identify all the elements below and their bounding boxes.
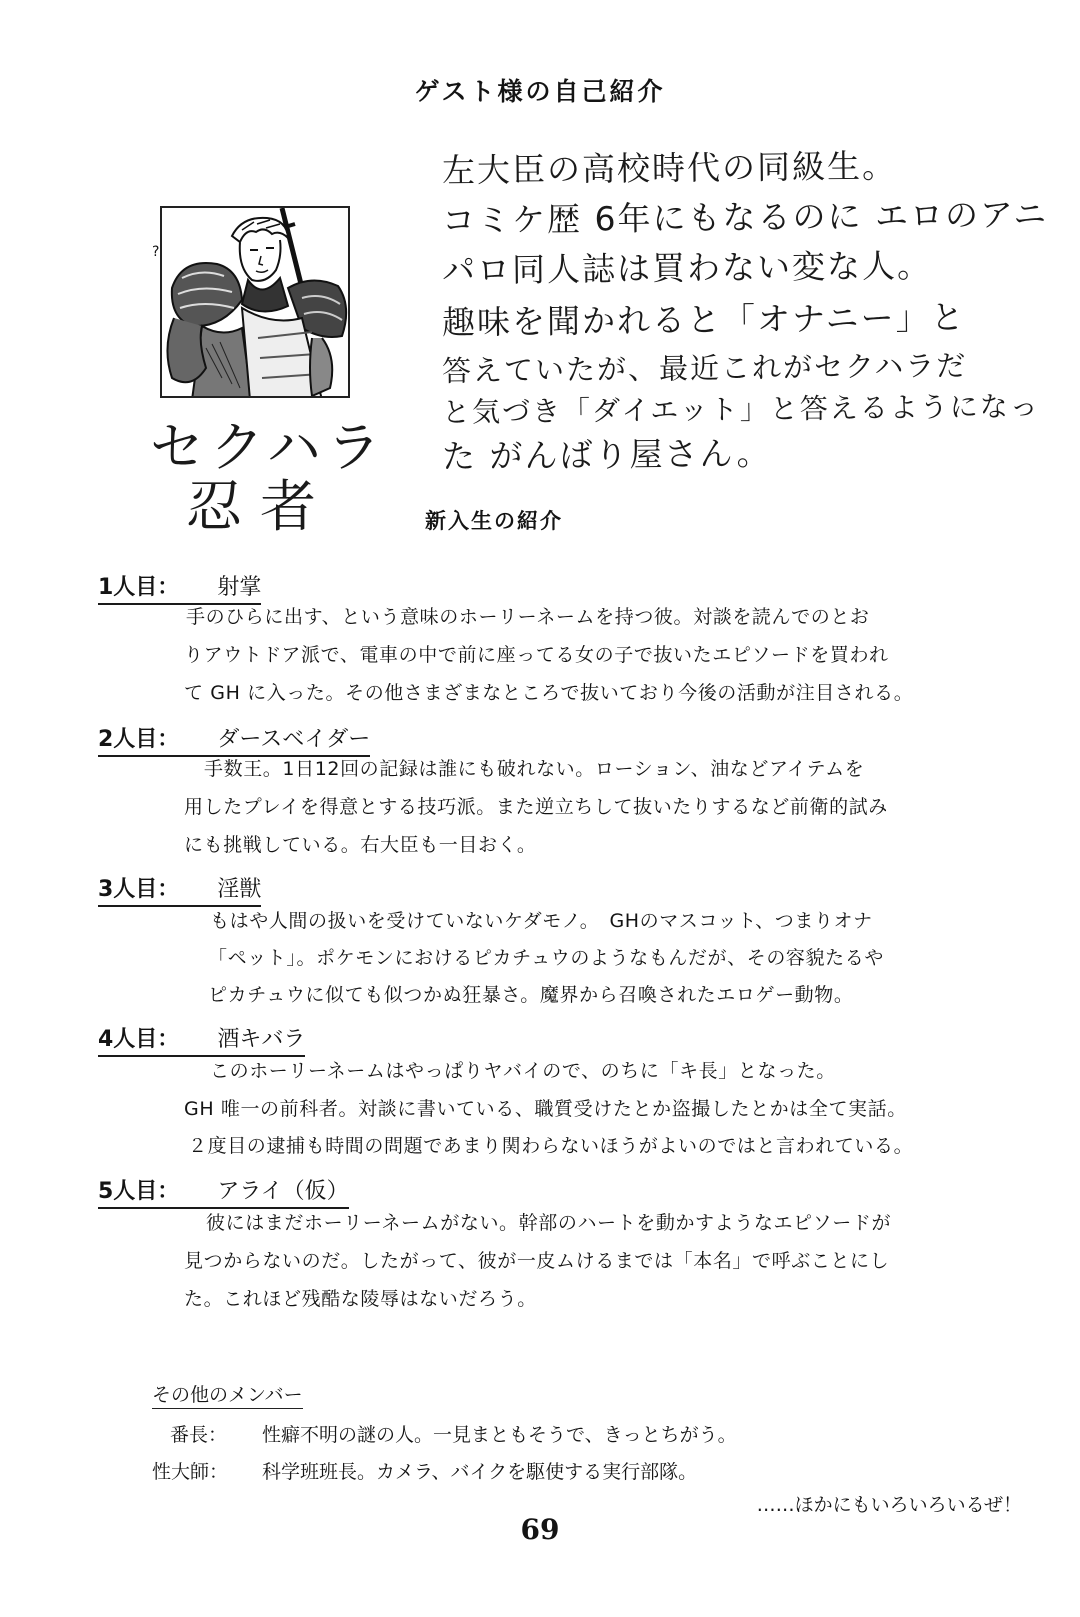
member-text-line: 手数王。1日12回の記録は誰にも破れない。ローション、油などアイテムを	[204, 758, 865, 780]
other-member-desc: 性癖不明の謎の人。一見まともそうで、きっとちがう。	[262, 1424, 737, 1446]
member-text-line: 「ペット」。ポケモンにおけるピカチュウのようなもんだが、その容貌たるや	[208, 947, 884, 969]
guest-name-line1: セクハラ	[150, 416, 387, 479]
member-text-line: このホーリーネームはやっぱりヤバイので、のちに「キ長」となった。	[210, 1060, 836, 1082]
member-number: 2人目：	[98, 727, 180, 752]
member-text-line: りアウトドア派で、電車の中で前に座ってる女の子で抜いたエピソードを買われ	[184, 644, 889, 666]
member-number: 1人目：	[98, 575, 180, 600]
member-text-line: 用したプレイを得意とする技巧派。また逆立ちして抜いたりするなど前衛的試み	[184, 796, 888, 818]
member-heading	[98, 570, 261, 605]
others-heading: その他のメンバー	[152, 1380, 303, 1409]
guest-description-line: た がんばり屋さん。	[441, 433, 772, 476]
guest-description-line: 左大臣の高校時代の同級生。	[441, 146, 898, 190]
member-number: 5人目：	[98, 1179, 180, 1204]
member-text-line: ピカチュウに似ても似つかぬ狂暴さ。魔界から召喚されたエロゲー動物。	[208, 984, 854, 1006]
member-heading	[98, 1022, 305, 1057]
member-text-line: もはや人間の扱いを受けていないケダモノ。 GHのマスコット、つまりオナ	[210, 910, 873, 932]
page-title: ゲスト様の自己紹介	[414, 77, 666, 106]
member-name: 酒キバラ	[217, 1027, 306, 1052]
scribble-mark: ?	[152, 244, 160, 260]
member-name: 射掌	[217, 575, 262, 600]
member-name: ダースベイダー	[217, 727, 371, 752]
page-number: 69	[520, 1513, 560, 1546]
member-name: アライ（仮）	[217, 1179, 349, 1204]
guest-description-line: コミケ歴 6年にもなるのに エロのアニ	[441, 194, 1049, 240]
member-text-line: 見つからないのだ。したがって、彼が一皮ムけるまでは「本名」で呼ぶことにし	[184, 1250, 890, 1272]
member-text-line: 彼にはまだホーリーネームがない。幹部のハートを動かすようなエピソードが	[206, 1212, 892, 1234]
member-heading	[98, 1174, 349, 1209]
closing-remark: ……ほかにもいろいろいるぜ！	[756, 1494, 1022, 1516]
other-member-role: 性大師：	[152, 1461, 229, 1483]
member-number: 3人目：	[98, 877, 180, 902]
guest-portrait-illustration	[160, 206, 350, 398]
section-subtitle: 新入生の紹介	[425, 508, 563, 533]
guest-name-line2: 忍者	[186, 475, 334, 540]
guest-description-line: 答えていたが、最近これがセクハラだ	[441, 348, 968, 388]
member-name: 淫獣	[217, 877, 262, 902]
member-text-line: ２度目の逮捕も時間の問題であまり関わらないほうがよいのではと言われている。	[188, 1135, 914, 1157]
member-text-line: 手のひらに出す、という意味のホーリーネームを持つ彼。対談を読んでのとお	[186, 606, 870, 628]
guest-description-line: パロ同人誌は買わない変な人。	[441, 245, 933, 290]
member-text-line: にも挑戦している。右大臣も一目おく。	[184, 834, 537, 856]
other-member-desc: 科学班班長。カメラ、バイクを駆使する実行部隊。	[262, 1461, 698, 1483]
member-text-line: た。これほど残酷な陵辱はないだろう。	[184, 1288, 537, 1310]
member-text-line: て GH に入った。その他さまざまなところで抜いており今後の活動が注目される。	[184, 682, 914, 704]
member-heading	[98, 872, 261, 907]
guest-description-line: 趣味を聞かれると「オナニー」と	[441, 297, 966, 342]
other-member-role: 番長：	[170, 1424, 228, 1446]
ninja-drawing	[162, 208, 350, 398]
guest-description-line: と気づき「ダイエット」と答えるようになっ	[441, 389, 1040, 429]
member-heading	[98, 722, 370, 757]
member-text-line: GH 唯一の前科者。対談に書いている、職質受けたとか盗撮したとかは全て実話。	[184, 1098, 907, 1120]
member-number: 4人目：	[98, 1027, 180, 1052]
